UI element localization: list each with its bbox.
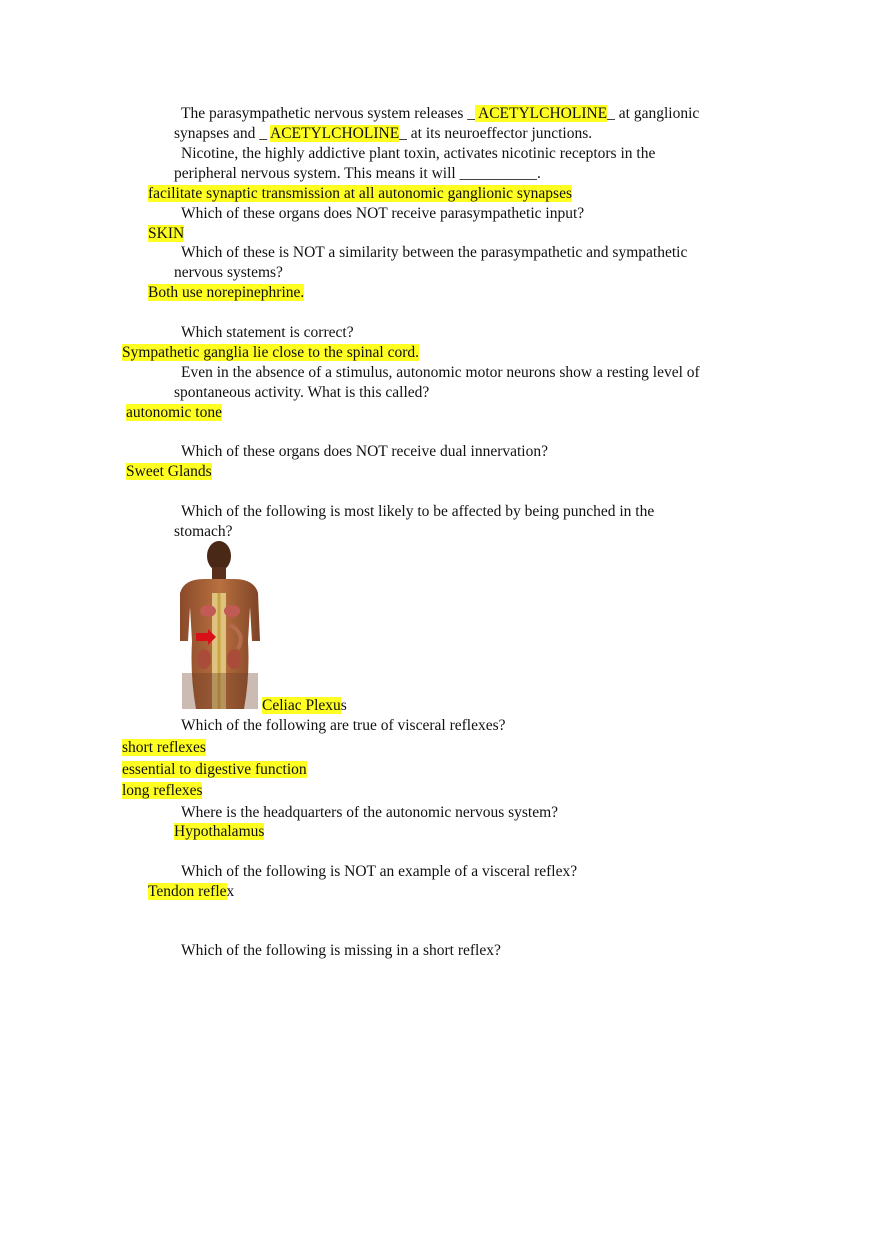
q6-question-line2: spontaneous activity. What is this called? [174, 384, 430, 401]
q1-line1 [181, 104, 699, 124]
q8-answer-highlight: Celiac Plexu [262, 697, 341, 714]
q9-question: Which of the following are true of visceral reflexes? [181, 717, 506, 734]
q5-answer [122, 343, 419, 363]
q7-answer-text: Sweet Glands [126, 463, 212, 480]
q4-answer-text: Both use norepinephrine. [148, 284, 305, 301]
q7-answer [126, 462, 212, 482]
q4-question-line1: Which of these is NOT a similarity between the parasympathetic and sympathetic [181, 244, 688, 261]
q8-question-line2: stomach? [174, 523, 233, 540]
q5-answer-text: Sympathetic ganglia lie close to the spinal cord. [122, 344, 420, 361]
q3-answer-text: SKIN [148, 225, 185, 242]
q6-question-line1: Even in the absence of a stimulus, autonomic motor neurons show a resting level of [181, 364, 700, 381]
q2-answer-text: facilitate synaptic transmission at all autonomic ganglionic synapses [148, 185, 572, 202]
q6-answer-text: autonomic tone [126, 404, 222, 421]
q1-text-c: synapses and _ [174, 125, 271, 142]
q9-answer-item [122, 781, 202, 801]
q3-answer [148, 224, 184, 244]
q11-question: Which of the following is NOT an example of a visceral reflex? [181, 863, 578, 880]
q1-text-d: _ at its neuroeffector junctions. [399, 125, 593, 142]
q9-answer-item [122, 738, 206, 758]
q5-question: Which statement is correct? [181, 324, 354, 341]
q8-question-line1: Which of the following is most likely to be affected by being punched in the [181, 503, 655, 520]
q8-answer-tail: s [340, 697, 347, 714]
q9-answer-text: essential to digestive function [122, 761, 307, 778]
q11-answer [148, 882, 234, 902]
q1-line2 [174, 124, 592, 144]
q2-question-line1: Nicotine, the highly addictive plant toxin, activates nicotinic receptors in the [181, 145, 656, 162]
q1-text-b: _ at ganglionic [607, 105, 700, 122]
q9-answer-text: long reflexes [122, 782, 203, 799]
q7-question: Which of these organs does NOT receive dual innervation? [181, 443, 548, 460]
q4-answer [148, 283, 304, 303]
q2-question-line2: peripheral nervous system. This means it will __________. [174, 165, 541, 182]
q6-answer [126, 403, 222, 423]
q9-answer-text: short reflexes [122, 739, 206, 756]
q10-answer-text: Hypothalamus [174, 823, 265, 840]
q9-answer-item [122, 760, 307, 780]
q2-answer [148, 184, 572, 204]
q4-question-line2: nervous systems? [174, 264, 283, 281]
q10-answer [174, 822, 264, 842]
q11-answer-highlight: Tendon refle [148, 883, 227, 900]
q3-question: Which of these organs does NOT receive parasympathetic input? [181, 205, 585, 222]
q8-answer [262, 696, 347, 716]
q12-question: Which of the following is missing in a short reflex? [181, 942, 501, 959]
anatomy-figure-icon [174, 541, 266, 709]
q1-text-a: The parasympathetic nervous system releases _ [181, 105, 475, 122]
q1-answer-blank2: ACETYLCHOLINE [270, 125, 400, 142]
q10-question: Where is the headquarters of the autonomic nervous system? [181, 804, 559, 821]
q1-answer-blank1: ACETYLCHOLINE [474, 105, 608, 122]
q11-answer-tail: x [226, 883, 235, 900]
